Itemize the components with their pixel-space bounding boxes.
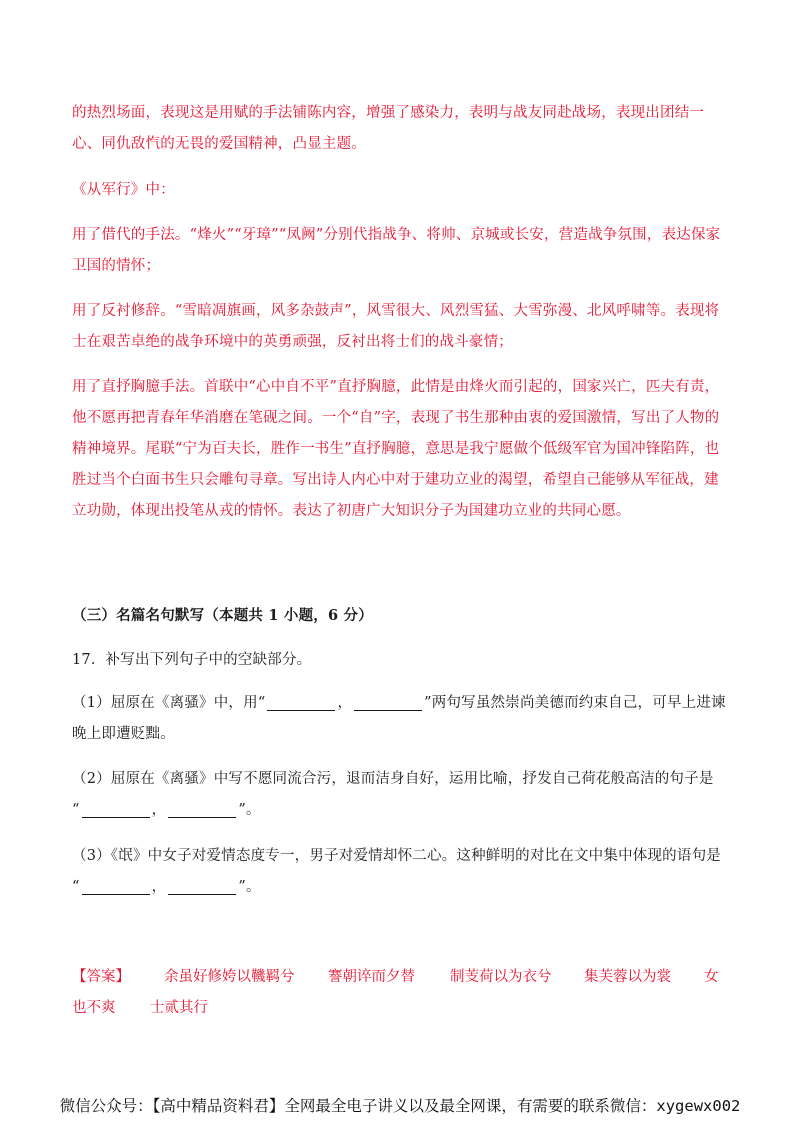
item3-blank-1[interactable]	[82, 878, 150, 895]
item3-text-a: （3）《氓》中女子对爱情态度专一，男子对爱情却怀二心。这种鲜明的对比在文中集中体现的语句是	[72, 848, 721, 864]
item1-separator: ，	[337, 695, 353, 711]
answer-5: 女	[704, 969, 719, 985]
item3-separator: ，	[151, 879, 167, 895]
question-item-1	[72, 688, 728, 750]
item3-open-quote: “	[72, 879, 80, 895]
item1-blank-2[interactable]	[354, 694, 422, 711]
item2-separator: ，	[151, 802, 167, 818]
item3-blank-2[interactable]	[168, 878, 236, 895]
item2-close-quote: ”。	[238, 802, 261, 818]
answer-row-1	[72, 962, 732, 993]
answer-3: 制芰荷以为衣兮	[450, 969, 552, 985]
item3-close-quote: ”。	[238, 879, 261, 895]
question-item-2	[72, 764, 728, 826]
section-heading: （三）名篇名句默写（本题共 1 小题，6 分）	[72, 607, 373, 624]
item2-text-a: （2）屈原在《离骚》中写不愿同流合污，退而洁身自好，运用比喻，抒发自己荷花般高洁的句子是	[72, 771, 714, 787]
answer-6: 也不爽	[72, 1000, 116, 1016]
footer-watermark: 微信公众号：【高中精品资料君】全网最全电子讲义以及最全网课，有需要的联系微信：xygewx002	[59, 1097, 741, 1115]
item2-open-quote: “	[72, 802, 80, 818]
answer-4: 集芙蓉以为裳	[584, 969, 671, 985]
answer-7: 士贰其行	[150, 1000, 208, 1016]
question-item-3	[72, 841, 728, 903]
item1-text-b: ”两句写虽然崇尚美德而约束自己，可早上进谏晚上即遭贬黜。	[72, 695, 726, 742]
answer-row-2	[72, 993, 732, 1024]
answer-1: 余虽好修姱以鞿羁兮	[164, 969, 295, 985]
analysis-paragraph-2: 《从军行》中：	[72, 182, 175, 198]
analysis-paragraph-1: 的热烈场面，表现这是用赋的手法铺陈内容，增强了感染力，表明与战友同赴战场，表现出团结一心、同仇敌忾的无畏的爱国精神，凸显主题。	[72, 105, 705, 152]
analysis-paragraph-4: 用了反衬修辞。“雪暗凋旗画，风多杂鼓声”，风雪很大、风烈雪猛、大雪弥漫、北风呼啸等。表现将士在艰苦卓绝的战争环境中的英勇顽强，反衬出将士们的战斗豪情；	[72, 303, 720, 350]
item1-blank-1[interactable]	[267, 694, 335, 711]
answer-2: 謇朝谇而夕替	[328, 969, 415, 985]
item2-blank-2[interactable]	[168, 801, 236, 818]
item2-blank-1[interactable]	[82, 801, 150, 818]
question-17: 17．补写出下列句子中的空缺部分。	[72, 652, 312, 668]
item1-text-a: （1）屈原在《离骚》中，用“	[72, 695, 266, 711]
answer-label: 【答案】	[72, 969, 130, 985]
analysis-paragraph-3: 用了借代的手法。“烽火”“牙璋”“凤阙”分别代指战争、将帅、京城或长安，营造战争氛围，表达保家卫国的情怀；	[72, 227, 721, 274]
analysis-paragraph-5: 用了直抒胸臆手法。首联中“心中自不平”直抒胸臆，此情是由烽火而引起的，国家兴亡，匹夫有责，他不愿再把青春年华消磨在笔砚之间。一个“自”字，表现了书生那种由衷的爱国激情，写出了人物的精神境界。尾联“宁为百夫长，胜作一书生”直抒胸臆，意思是我宁愿做个低级军官为国冲锋陷阵，也胜过当个白面书生只会雕句寻章。写出诗人内心中对于建功立业的渴望，希望自己能够从军征战，建立功勋，体现出投笔从戎的情怀。表达了初唐广大知识分子为国建功立业的共同心愿。	[72, 379, 720, 519]
